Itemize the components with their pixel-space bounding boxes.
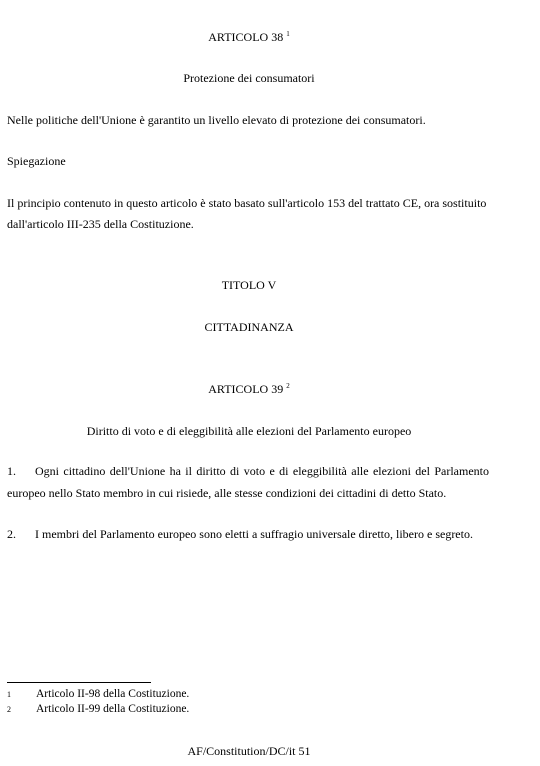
footnote-separator bbox=[7, 682, 151, 683]
title-number: TITOLO V bbox=[221, 278, 277, 292]
paragraph-1-line-1-text: Ogni cittadino dell'Unione ha il diritto di voto e di eleggibilità alle elezioni del Parlamento bbox=[35, 464, 489, 478]
paragraph-1-number: 1. bbox=[7, 464, 16, 478]
footnote-1 bbox=[7, 688, 189, 701]
paragraph-2 bbox=[7, 527, 473, 541]
article-39-subtitle: Diritto di voto e di eleggibilità alle elezioni del Parlamento europeo bbox=[86, 424, 412, 438]
article-38-heading bbox=[0, 30, 498, 44]
paragraph-1-line-2: europeo nello Stato membro in cui risiede, alle stesse condizioni dei cittadini di detto Stato. bbox=[7, 486, 447, 500]
footnote-1-number: 1 bbox=[7, 690, 11, 699]
paragraph-2-text: I membri del Parlamento europeo sono eletti a suffragio universale diretto, libero e segreto. bbox=[35, 527, 473, 541]
article-38-text: Nelle politiche dell'Unione è garantito un livello elevato di protezione dei consumatori. bbox=[7, 113, 426, 127]
footnote-2-text: Articolo II-99 della Costituzione. bbox=[36, 703, 190, 715]
article-38-heading-text: ARTICOLO 38 bbox=[208, 30, 284, 44]
explanation-line-1: Il principio contenuto in questo articolo è stato basato sull'articolo 153 del trattato CE, ora sostituito bbox=[7, 196, 487, 210]
title-name: CITTADINANZA bbox=[204, 320, 294, 334]
article-38-subtitle: Protezione dei consumatori bbox=[183, 71, 315, 85]
paragraph-2-number: 2. bbox=[7, 527, 16, 541]
footnote-ref-1[interactable]: 1 bbox=[286, 30, 290, 38]
article-39-heading-text: ARTICOLO 39 bbox=[208, 382, 284, 396]
document-reference: AF/Constitution/DC/it 51 bbox=[187, 744, 311, 758]
article-39-heading bbox=[0, 382, 498, 396]
footnote-2 bbox=[7, 703, 189, 716]
footnote-1-text: Articolo II-98 della Costituzione. bbox=[36, 688, 190, 700]
explanation-label: Spiegazione bbox=[7, 154, 66, 168]
footnote-ref-2[interactable]: 2 bbox=[286, 382, 290, 390]
footnote-2-number: 2 bbox=[7, 705, 11, 714]
explanation-line-2: dall'articolo III-235 della Costituzione. bbox=[7, 217, 194, 231]
paragraph-1-line-1 bbox=[7, 464, 489, 478]
